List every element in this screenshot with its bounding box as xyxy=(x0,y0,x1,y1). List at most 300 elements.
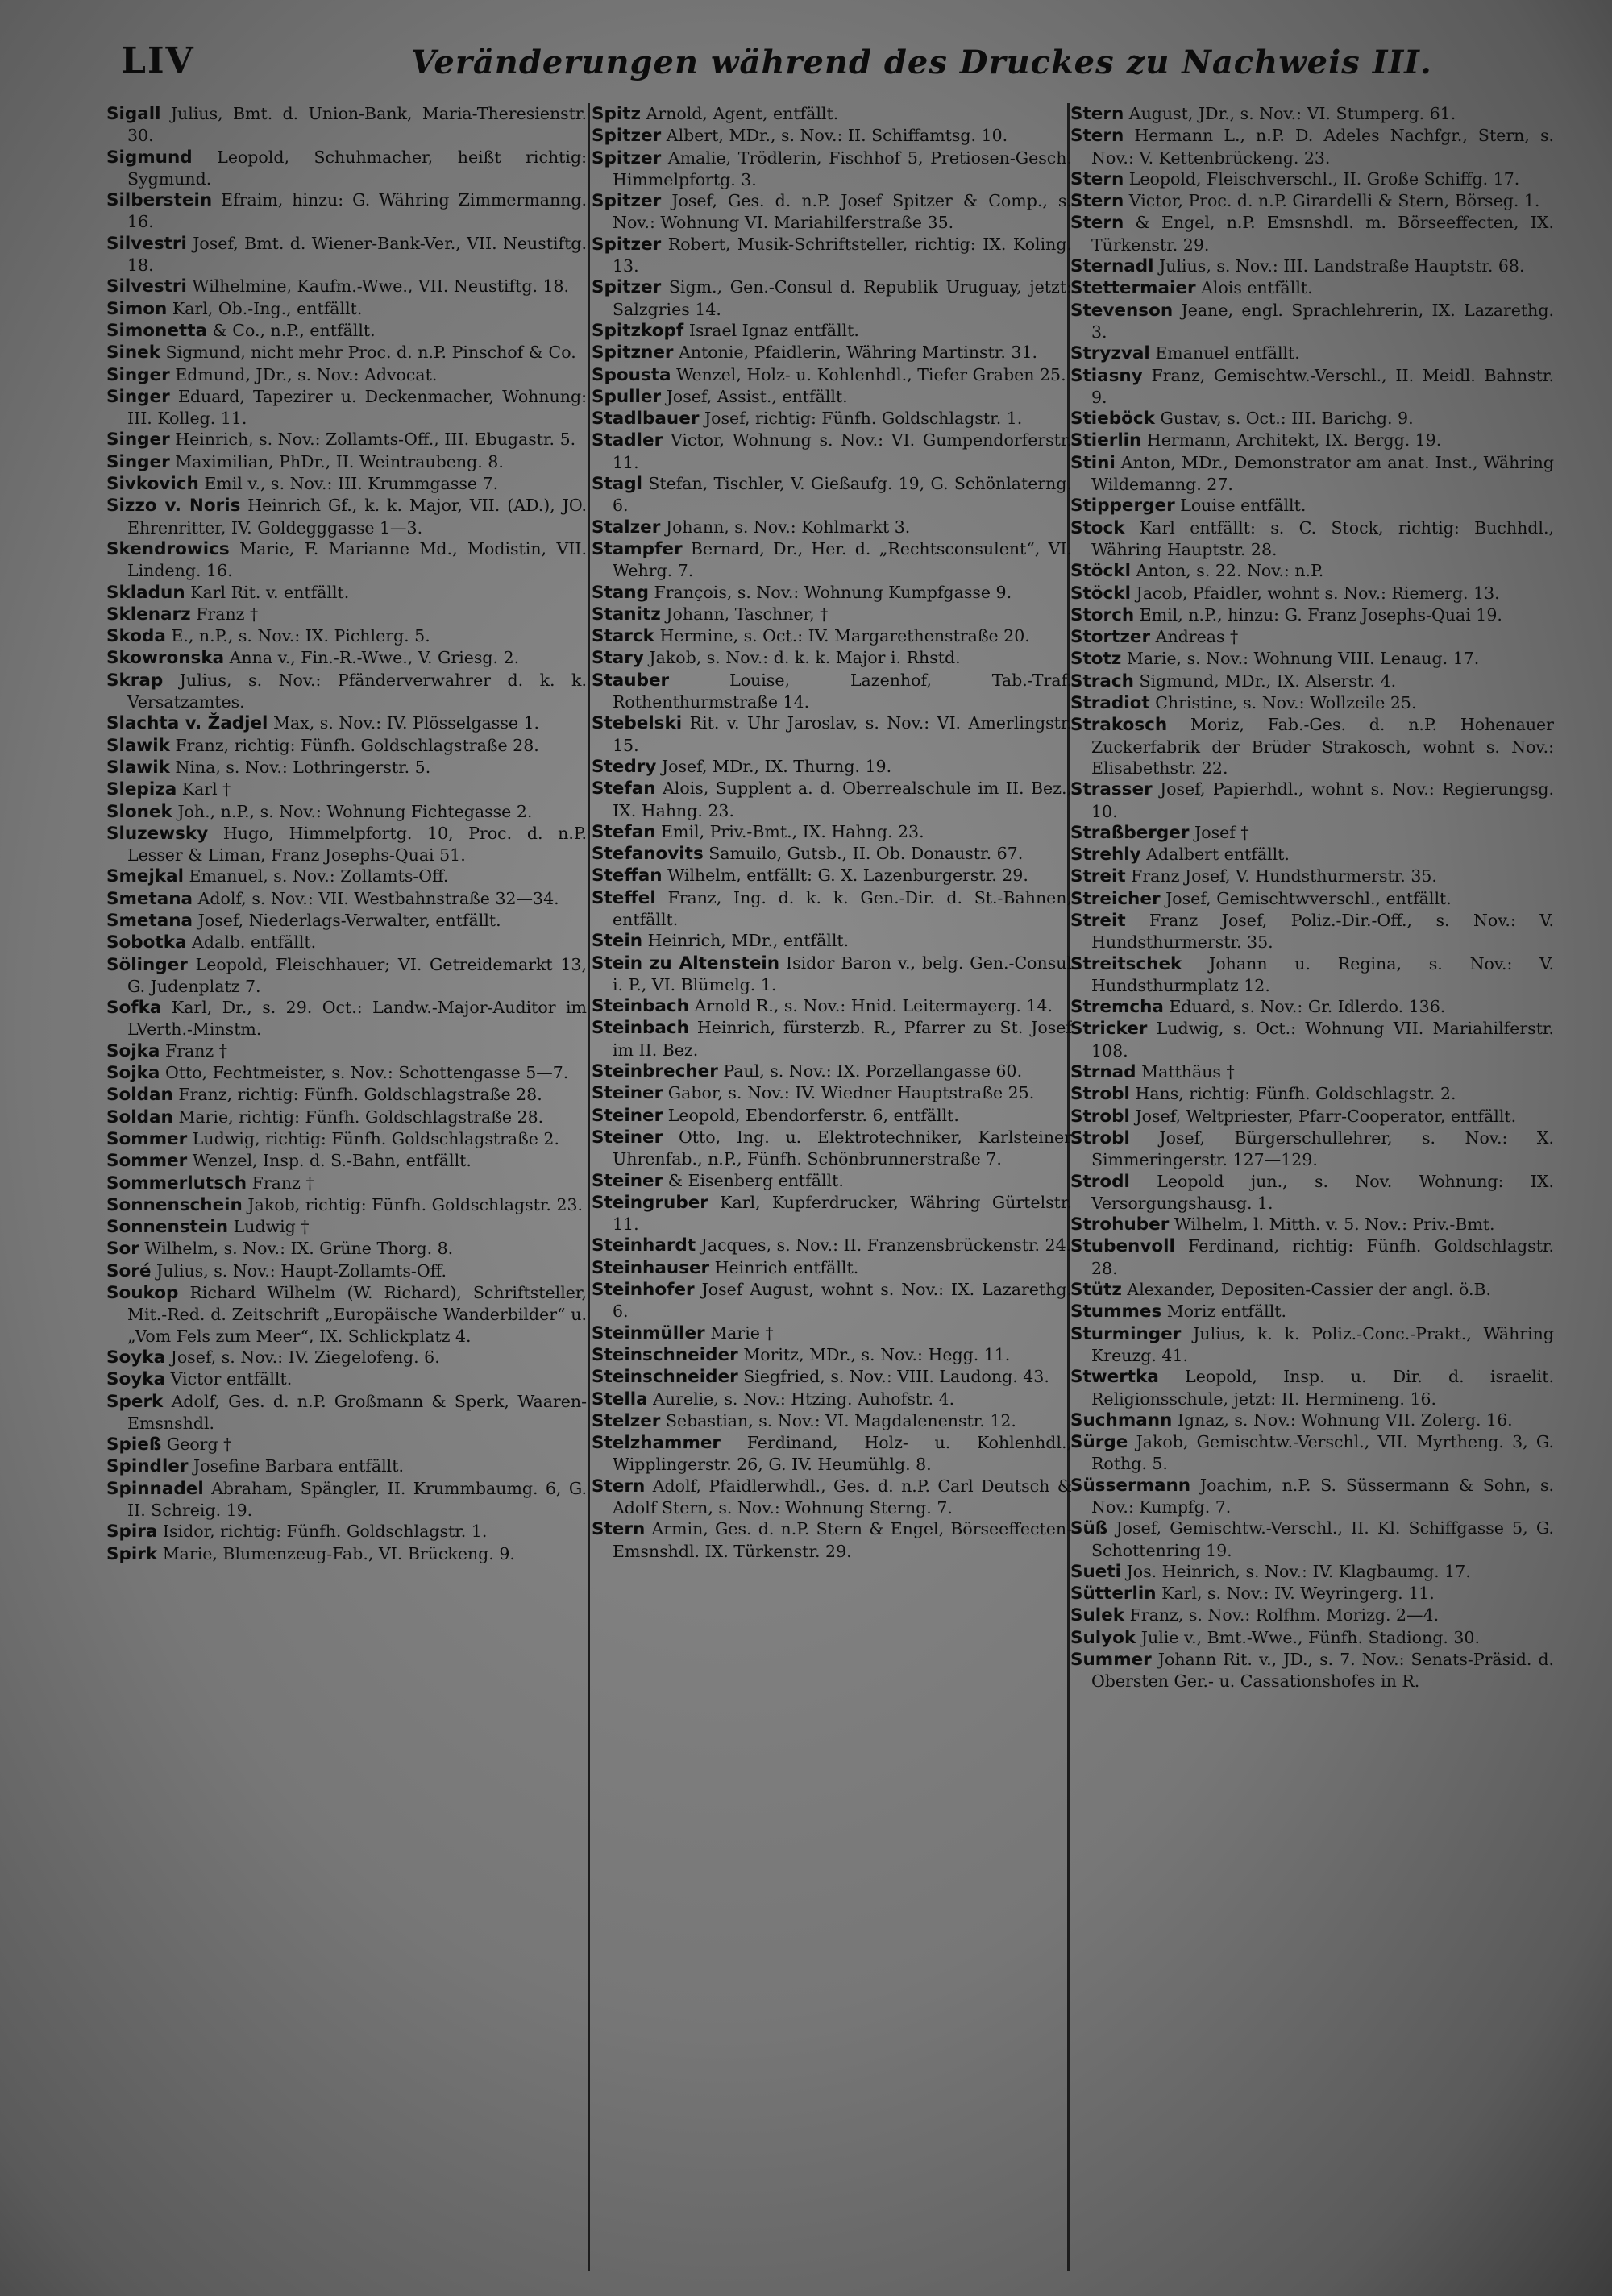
entry-surname: Steinhauser xyxy=(592,1257,710,1278)
entry-details: Adalb. entfällt. xyxy=(192,932,317,953)
entry-details: Karl entfällt: s. C. Stock, richtig: Buchhdl., Währing Hauptstr. 28. xyxy=(1091,517,1554,559)
entry-details: E., n.P., s. Nov.: IX. Pichlerg. 5. xyxy=(171,626,430,646)
entry-details: Sebastian, s. Nov.: VI. Magdalenenstr. 12. xyxy=(665,1410,1016,1430)
directory-entry xyxy=(106,1455,587,1477)
entry-surname: Stöckl xyxy=(1070,561,1131,582)
directory-entry xyxy=(592,647,1072,669)
directory-entry xyxy=(106,735,587,757)
entry-details: Julius, s. Nov.: Haupt-Zollamts-Off. xyxy=(156,1260,447,1281)
directory-entry xyxy=(106,1368,587,1390)
directory-entry xyxy=(592,342,1072,363)
entry-surname: Sulyok xyxy=(1070,1627,1136,1648)
entry-details: Karl † xyxy=(181,779,231,799)
entry-details: Marie, s. Nov.: Wohnung VIII. Lenaug. 17. xyxy=(1126,649,1480,669)
entry-details: Edmund, JDr., s. Nov.: Advocat. xyxy=(175,364,438,384)
entry-surname: Soyka xyxy=(106,1369,166,1390)
directory-entry xyxy=(592,103,1072,125)
entry-surname: Steinschneider xyxy=(592,1367,738,1388)
directory-entry xyxy=(592,670,1072,713)
entry-surname: Sonnenstein xyxy=(106,1217,229,1238)
entry-surname: Simonetta xyxy=(106,320,207,341)
directory-entry xyxy=(592,930,1072,952)
entry-surname: Strakosch xyxy=(1070,715,1168,736)
entry-surname: Süß xyxy=(1070,1518,1108,1539)
entry-surname: Streicher xyxy=(1070,888,1161,909)
directory-entry xyxy=(106,604,587,625)
directory-entry xyxy=(1070,604,1554,626)
directory-entry xyxy=(1070,517,1554,561)
entry-details: Albert, MDr., s. Nov.: II. Schiffamtsg. 10. xyxy=(666,126,1008,146)
entry-surname: Steinhofer xyxy=(592,1280,695,1301)
entry-surname: Sizzo v. Noris xyxy=(106,496,241,517)
directory-entry xyxy=(1070,300,1554,343)
entry-details: Stefan, Tischler, V. Gießaufg. 19, G. Schönlaterng. 6. xyxy=(613,474,1072,516)
entry-details: Leopold, Schuhmacher, heißt richtig: Sygmund. xyxy=(127,147,587,189)
entry-details: Wilhelm, entfällt: G. X. Lazenburgerstr. 29. xyxy=(667,866,1028,886)
entry-surname: Spira xyxy=(106,1522,158,1542)
entry-surname: Singer xyxy=(106,364,170,385)
entry-details: Arnold R., s. Nov.: Hnid. Leitermayerg. 14. xyxy=(694,996,1053,1016)
entry-details: Emil, n.P., hinzu: G. Franz Josephs-Quai 19. xyxy=(1139,604,1502,625)
entry-details: Josef, Bürgerschullehrer, s. Nov.: X. Simmeringerstr. 127—129. xyxy=(1091,1127,1554,1170)
directory-entry xyxy=(592,582,1072,604)
entry-details: Marie † xyxy=(710,1322,774,1343)
entry-surname: Sivkovich xyxy=(106,474,199,495)
directory-entry xyxy=(1070,1366,1554,1410)
entry-surname: Soldan xyxy=(106,1106,173,1127)
entry-surname: Singer xyxy=(106,451,170,472)
entry-details: Ferdinand, Holz- u. Kohlenhdl., Wipplingerstr. 26, G. IV. Heumühlg. 8. xyxy=(613,1433,1072,1475)
directory-entry xyxy=(106,932,587,953)
entry-surname: Stubenvoll xyxy=(1070,1236,1175,1257)
directory-entry xyxy=(592,1192,1072,1235)
directory-entry xyxy=(1070,560,1554,582)
entry-details: Otto, Ing. u. Elektrotechniker, Karlsteiner Uhrenfab., n.P., Fünfh. Schönbrunnerstraße 7. xyxy=(613,1127,1072,1169)
entry-details: Christine, s. Nov.: Wollzeile 25. xyxy=(1155,693,1417,713)
directory-entry xyxy=(1070,190,1554,212)
directory-entry xyxy=(106,320,587,342)
entry-surname: Strnad xyxy=(1070,1062,1136,1083)
entry-details: Adolf, s. Nov.: VII. Westbahnstraße 32—34. xyxy=(197,888,559,908)
entry-surname: Straßberger xyxy=(1070,822,1190,843)
entry-surname: Slawik xyxy=(106,735,170,756)
directory-entry xyxy=(592,190,1072,234)
entry-surname: Sulek xyxy=(1070,1605,1125,1626)
entry-details: Franz † xyxy=(251,1173,314,1193)
directory-entry xyxy=(106,429,587,450)
entry-surname: Stanitz xyxy=(592,604,661,625)
entry-surname: Steinbrecher xyxy=(592,1061,718,1082)
entry-surname: Spitzer xyxy=(592,277,662,298)
entry-surname: Spindler xyxy=(106,1456,189,1477)
entry-surname: Stieböck xyxy=(1070,409,1155,430)
entry-surname: Spousta xyxy=(592,364,671,385)
directory-entry xyxy=(1070,583,1554,604)
entry-details: Marie, F. Marianne Md., Modistin, VII. Lindeng. 16. xyxy=(127,538,587,581)
entry-surname: Stelzer xyxy=(592,1410,661,1431)
entry-details: Gabor, s. Nov.: IV. Wiedner Hauptstraße 25. xyxy=(667,1083,1035,1103)
entry-surname: Stefan xyxy=(592,821,656,842)
entry-surname: Stein xyxy=(592,931,643,952)
entry-surname: Sluzewsky xyxy=(106,823,209,844)
entry-surname: Steiner xyxy=(592,1170,663,1191)
entry-surname: Stütz xyxy=(1070,1280,1122,1301)
entry-details: Franz † xyxy=(164,1040,227,1061)
entry-surname: Steffan xyxy=(592,866,663,886)
entry-details: & Eisenberg entfällt. xyxy=(667,1170,844,1190)
directory-entry xyxy=(1070,1214,1554,1235)
entry-details: Moriz, Fab.-Ges. d. n.P. Hohenauer Zuckerfabrik der Brüder Strakosch, wohnt s. Nov.: Elisabethstr. 22. xyxy=(1091,715,1554,778)
directory-entry xyxy=(106,1084,587,1106)
entry-details: Robert, Musik-Schriftsteller, richtig: IX. Koling. 13. xyxy=(613,234,1072,276)
entry-surname: Stotz xyxy=(1070,649,1122,670)
entry-surname: Stern xyxy=(1070,213,1124,234)
directory-entry xyxy=(1070,1301,1554,1322)
directory-entry xyxy=(592,1082,1072,1104)
entry-surname: Spuller xyxy=(592,386,662,407)
entry-details: Alois, Supplent a. d. Oberrealschule im II. Bez., IX. Hahng. 23. xyxy=(613,778,1072,820)
entry-surname: Stauber xyxy=(592,670,670,691)
entry-details: Johann, Taschner, † xyxy=(666,604,829,624)
column-1 xyxy=(106,103,587,2271)
entry-details: Leopold, Insp. u. Dir. d. israelit. Religionsschule, jetzt: II. Hermineng. 16. xyxy=(1091,1367,1554,1409)
entry-surname: Starck xyxy=(592,626,654,647)
entry-details: Abraham, Spängler, II. Krummbaumg. 6, G. II. Schreig. 19. xyxy=(127,1478,587,1520)
entry-details: Franz, s. Nov.: Rolfhm. Morizg. 2—4. xyxy=(1129,1605,1440,1625)
entry-details: & Co., n.P., entfällt. xyxy=(212,320,376,340)
entry-surname: Silvestri xyxy=(106,276,187,297)
entry-details: Marie, richtig: Fünfh. Goldschlagstraße 28. xyxy=(178,1106,544,1127)
entry-surname: Spitzer xyxy=(592,147,662,168)
entry-details: Franz † xyxy=(196,604,259,624)
entry-surname: Slonek xyxy=(106,801,172,822)
entry-details: Adolf, Ges. d. n.P. Großmann & Sperk, Waaren-Emsnshdl. xyxy=(127,1391,587,1433)
directory-entry xyxy=(106,1062,587,1084)
directory-entry xyxy=(106,1543,587,1565)
directory-entry xyxy=(1070,888,1554,910)
entry-surname: Skowronska xyxy=(106,648,225,669)
entry-details: Gustav, s. Oct.: III. Barichg. 9. xyxy=(1160,409,1414,429)
entry-details: Josef, Bmt. d. Wiener-Bank-Ver., VII. Neustiftg. 18. xyxy=(127,233,587,276)
entry-details: Julius, k. k. Poliz.-Conc.-Prakt., Währing Kreuzg. 41. xyxy=(1091,1323,1554,1365)
entry-details: Karl, s. Nov.: IV. Weyringerg. 11. xyxy=(1161,1584,1435,1604)
entry-details: Jacques, s. Nov.: II. Franzensbrückenstr. 24. xyxy=(700,1235,1072,1256)
directory-entry xyxy=(1070,1127,1554,1171)
page-number: LIV xyxy=(121,40,195,81)
entry-details: Hermine, s. Oct.: IV. Margarethenstraße 20. xyxy=(659,626,1030,646)
directory-entry xyxy=(1070,430,1554,451)
entry-details: Hermann L., n.P. D. Adeles Nachfgr., Stern, s. Nov.: V. Kettenbrückeng. 23. xyxy=(1091,126,1554,168)
entry-details: Ignaz, s. Nov.: Wohnung VII. Zolerg. 16. xyxy=(1177,1410,1513,1430)
directory-entry xyxy=(592,1170,1072,1192)
entry-surname: Sürge xyxy=(1070,1432,1128,1453)
entry-details: Eduard, s. Nov.: Gr. Idlerdo. 136. xyxy=(1169,997,1446,1017)
directory-entry xyxy=(1070,1171,1554,1214)
entry-details: Jakob, richtig: Fünfh. Goldschlagstr. 23. xyxy=(247,1194,584,1214)
entry-details: Louise entfällt. xyxy=(1180,496,1307,516)
directory-entry xyxy=(106,647,587,669)
directory-entry xyxy=(1070,1605,1554,1626)
entry-details: Joh., n.P., s. Nov.: Wohnung Fichtegasse 2. xyxy=(177,801,533,821)
entry-surname: Sojka xyxy=(106,1040,160,1061)
directory-entry xyxy=(1070,1235,1554,1279)
entry-surname: Stagl xyxy=(592,474,643,495)
entry-surname: Stiasny xyxy=(1070,365,1143,386)
directory-entry xyxy=(106,1238,587,1260)
entry-details: Franz, richtig: Fünfh. Goldschlagstraße 28. xyxy=(178,1085,542,1105)
entry-surname: Silberstein xyxy=(106,190,213,211)
directory-entry xyxy=(592,430,1072,473)
entry-details: Eduard, Tapezirer u. Deckenmacher, Wohnung: III. Kolleg. 11. xyxy=(127,386,587,429)
entry-surname: Stevenson xyxy=(1070,300,1174,321)
entry-details: Josef, s. Nov.: IV. Ziegelofeng. 6. xyxy=(170,1347,440,1367)
directory-entry xyxy=(592,364,1072,386)
directory-entry xyxy=(592,386,1072,408)
entry-details: Amalie, Trödlerin, Fischhof 5, Pretiosen-Gesch. Himmelpfortg. 3. xyxy=(613,147,1072,189)
entry-surname: Sternadl xyxy=(1070,256,1154,277)
directory-entry xyxy=(106,473,587,495)
entry-surname: Slachta v. Žadjel xyxy=(106,713,268,734)
directory-entry xyxy=(106,1106,587,1128)
directory-entry xyxy=(106,1521,587,1542)
directory-entry xyxy=(1070,714,1554,778)
entry-surname: Suchmann xyxy=(1070,1410,1173,1430)
directory-entry xyxy=(1070,953,1554,997)
entry-details: Johann u. Regina, s. Nov.: V. Hundsthurmplatz 12. xyxy=(1091,953,1554,995)
entry-surname: Stern xyxy=(592,1519,646,1540)
entry-details: Aurelie, s. Nov.: Htzing. Auhofstr. 4. xyxy=(653,1389,955,1409)
directory-entry xyxy=(1070,626,1554,648)
entry-details: Georg † xyxy=(166,1434,232,1455)
entry-surname: Spitzer xyxy=(592,126,662,147)
entry-details: Anton, MDr., Demonstrator am anat. Inst., Währing Wildemanng. 27. xyxy=(1091,452,1554,495)
entry-surname: Stampfer xyxy=(592,538,683,559)
entry-details: Jeane, engl. Sprachlehrerin, IX. Lazarethg. 3. xyxy=(1091,300,1554,342)
entry-details: Andreas † xyxy=(1155,627,1239,647)
directory-entry xyxy=(106,954,587,998)
entry-surname: Streitschek xyxy=(1070,953,1182,974)
entry-surname: Strobl xyxy=(1070,1127,1130,1148)
entry-surname: Smejkal xyxy=(106,866,185,887)
entry-details: Leopold, Ebendorferstr. 6, entfällt. xyxy=(667,1105,959,1125)
directory-entry xyxy=(1070,365,1554,409)
directory-entry xyxy=(1070,1649,1554,1692)
entry-surname: Stang xyxy=(592,582,649,603)
entry-surname: Sommer xyxy=(106,1128,188,1149)
directory-entry xyxy=(592,276,1072,320)
entry-details: Josef, Gemischtw.-Verschl., II. Kl. Schiffgasse 5, G. Schottenring 19. xyxy=(1091,1518,1554,1560)
entry-surname: Sojka xyxy=(106,1063,160,1084)
entry-surname: Stini xyxy=(1070,452,1116,473)
entry-details: Samuilo, Gutsb., II. Ob. Donaustr. 67. xyxy=(708,844,1024,864)
entry-details: & Engel, n.P. Emsnshdl. m. Börseeffecten, IX. Türkenstr. 29. xyxy=(1091,213,1554,255)
directory-entry xyxy=(106,910,587,932)
directory-entry xyxy=(1070,778,1554,822)
entry-surname: Skendrowics xyxy=(106,538,230,559)
directory-entry xyxy=(106,1128,587,1150)
entry-details: Heinrich Gf., k. k. Major, VII. (AD.), JO. Ehrenritter, IV. Goldegggasse 1—3. xyxy=(127,496,587,538)
entry-details: Ludwig, richtig: Fünfh. Goldschlagstraße 2. xyxy=(192,1128,559,1148)
directory-entry xyxy=(1070,103,1554,125)
entry-surname: Stern xyxy=(1070,168,1124,189)
entry-surname: Stricker xyxy=(1070,1019,1148,1040)
entry-surname: Singer xyxy=(106,386,170,407)
entry-surname: Sobotka xyxy=(106,932,187,953)
directory-entry xyxy=(106,801,587,823)
entry-surname: Sütterlin xyxy=(1070,1584,1157,1605)
directory-entry xyxy=(1070,212,1554,255)
entry-details: Johann Rit. v., JD., s. 7. Nov.: Senats-Präsid. d. Obersten Ger.- u. Cassationshofes in R. xyxy=(1091,1650,1554,1692)
directory-entry xyxy=(1070,996,1554,1018)
directory-entry xyxy=(106,1282,587,1347)
entry-details: Karl Rit. v. entfällt. xyxy=(190,582,350,602)
entry-details: August, JDr., s. Nov.: VI. Stumperg. 61. xyxy=(1128,104,1456,123)
entry-details: Emil v., s. Nov.: III. Krummgasse 7. xyxy=(204,474,499,494)
entry-surname: Sor xyxy=(106,1239,139,1260)
entry-surname: Steinschneider xyxy=(592,1344,738,1365)
entry-details: Heinrich, fürsterzb. R., Pfarrer zu St. Josef im II. Bez. xyxy=(613,1018,1072,1060)
entry-surname: Simon xyxy=(106,298,168,319)
directory-entry xyxy=(106,1216,587,1238)
entry-details: Wilhelm, l. Mitth. v. 5. Nov.: Priv.-Bmt. xyxy=(1174,1214,1495,1235)
entry-surname: Strodl xyxy=(1070,1171,1130,1192)
directory-entry xyxy=(106,386,587,430)
directory-entry xyxy=(592,604,1072,625)
entry-details: Efraim, hinzu: G. Währing Zimmermanng. 16. xyxy=(127,190,587,232)
entry-details: Bernard, Dr., Her. d. „Rechtsconsulent“, VI. Wehrg. 7. xyxy=(613,538,1072,581)
directory-entry xyxy=(1070,343,1554,364)
entry-details: Siegfried, s. Nov.: VIII. Laudong. 43. xyxy=(743,1367,1049,1387)
entry-surname: Strach xyxy=(1070,671,1134,691)
entry-surname: Sofka xyxy=(106,998,162,1019)
entry-details: Ludwig, s. Oct.: Wohnung VII. Mariahilferstr. 108. xyxy=(1091,1019,1554,1061)
entry-details: Wilhelmine, Kaufm.-Wwe., VII. Neustiftg. 18. xyxy=(192,276,570,297)
directory-entry xyxy=(1070,866,1554,887)
entry-surname: Stradiot xyxy=(1070,693,1150,714)
entry-details: Josef, Weltpriester, Pfarr-Cooperator, entfällt. xyxy=(1135,1106,1517,1126)
entry-details: Jos. Heinrich, s. Nov.: IV. Klagbaumg. 17. xyxy=(1126,1561,1471,1581)
directory-entry xyxy=(592,1017,1072,1061)
entry-surname: Spirk xyxy=(106,1543,158,1564)
entry-details: Karl, Kupferdrucker, Währing Gürtelstr. 11. xyxy=(613,1192,1072,1235)
entry-details: Adolf, Pfaidlerwhdl., Ges. d. n.P. Carl Deutsch & Adolf Stern, s. Nov.: Wohnung Sterng. 7. xyxy=(613,1476,1072,1518)
directory-entry xyxy=(592,712,1072,756)
directory-entry xyxy=(1070,1061,1554,1083)
directory-entry xyxy=(592,1105,1072,1127)
entry-surname: Süssermann xyxy=(1070,1475,1191,1496)
directory-entry xyxy=(106,1391,587,1434)
entry-surname: Sommer xyxy=(106,1151,188,1172)
directory-entry xyxy=(592,1410,1072,1432)
directory-entry xyxy=(592,320,1072,342)
entry-surname: Summer xyxy=(1070,1650,1152,1671)
entry-details: Alexander, Depositen-Cassier der angl. ö.B. xyxy=(1127,1280,1492,1300)
entry-surname: Sommerlutsch xyxy=(106,1173,247,1194)
directory-entry xyxy=(106,495,587,538)
entry-surname: Spitzkopf xyxy=(592,320,684,341)
entry-surname: Stella xyxy=(592,1389,648,1410)
entry-surname: Skladun xyxy=(106,582,185,603)
directory-entry xyxy=(592,821,1072,843)
entry-details: Karl, Dr., s. 29. Oct.: Landw.-Major-Auditor im LVerth.-Minstm. xyxy=(127,998,587,1040)
directory-entry xyxy=(106,538,587,582)
directory-entry xyxy=(1070,1627,1554,1649)
directory-entry xyxy=(106,712,587,734)
entry-details: Julie v., Bmt.-Wwe., Fünfh. Stadiong. 30. xyxy=(1140,1627,1480,1647)
directory-entry xyxy=(592,1476,1072,1519)
directory-entry xyxy=(106,103,587,147)
entry-details: Hans, richtig: Fünfh. Goldschlagstr. 2. xyxy=(1135,1084,1456,1104)
entry-details: Hermann, Architekt, IX. Bergg. 19. xyxy=(1146,430,1442,450)
directory-entry xyxy=(1070,1323,1554,1367)
entry-details: Wilhelm, s. Nov.: IX. Grüne Thorg. 8. xyxy=(144,1239,454,1259)
entry-surname: Smetana xyxy=(106,888,193,909)
directory-entry xyxy=(1070,648,1554,670)
entry-surname: Spitzer xyxy=(592,234,662,255)
entry-details: Heinrich, s. Nov.: Zollamts-Off., III. Ebugastr. 5. xyxy=(175,430,576,450)
entry-details: Jakob, s. Nov.: d. k. k. Major i. Rhstd. xyxy=(649,648,961,668)
directory-entry xyxy=(106,147,587,190)
directory-entry xyxy=(592,1389,1072,1410)
entry-surname: Skoda xyxy=(106,626,166,647)
directory-entry xyxy=(592,778,1072,821)
directory-entry xyxy=(592,1127,1072,1170)
directory-entry xyxy=(1070,1518,1554,1561)
entry-surname: Smetana xyxy=(106,910,193,931)
entry-details: Julius, Bmt. d. Union-Bank, Maria-Theresienstr. 30. xyxy=(127,104,587,146)
entry-surname: Stebelski xyxy=(592,713,683,734)
entry-surname: Steinbach xyxy=(592,1018,689,1039)
directory-entry xyxy=(106,1194,587,1216)
entry-details: Josef, Gemischtwverschl., entfällt. xyxy=(1165,888,1452,908)
entry-details: Heinrich entfällt. xyxy=(714,1257,859,1277)
entry-details: Ludwig † xyxy=(233,1217,310,1237)
directory-entry xyxy=(1070,822,1554,844)
entry-details: Moriz entfällt. xyxy=(1166,1302,1287,1322)
directory-entry xyxy=(592,1235,1072,1256)
entry-details: Sigmund, nicht mehr Proc. d. n.P. Pinschof & Co. xyxy=(165,343,576,363)
directory-entry xyxy=(106,997,587,1040)
entry-surname: Stein zu Altenstein xyxy=(592,953,780,974)
entry-details: Sigm., Gen.-Consul d. Republik Uruguay, jetzt: Salzgries 14. xyxy=(613,277,1072,319)
directory-entry xyxy=(592,865,1072,886)
entry-surname: Steinmüller xyxy=(592,1322,705,1343)
entry-details: Franz Josef, V. Hundsthurmerstr. 35. xyxy=(1131,866,1437,886)
directory-entry xyxy=(106,670,587,713)
entry-details: Maximilian, PhDr., II. Weintraubeng. 8. xyxy=(175,451,504,471)
entry-surname: Stedry xyxy=(592,756,657,777)
entry-surname: Silvestri xyxy=(106,233,187,254)
entry-details: Josef † xyxy=(1194,822,1249,842)
entry-surname: Spitzer xyxy=(592,191,662,212)
entry-surname: Sigall xyxy=(106,104,161,124)
directory-entry xyxy=(1070,495,1554,517)
directory-entry xyxy=(106,1173,587,1194)
directory-entry xyxy=(592,1257,1072,1279)
entry-details: Armin, Ges. d. n.P. Stern & Engel, Börseeffecten-Emsnshdl. IX. Türkenstr. 29. xyxy=(613,1519,1072,1561)
entry-surname: Strobl xyxy=(1070,1084,1130,1105)
directory-entry xyxy=(1070,844,1554,866)
directory-entry xyxy=(1070,277,1554,299)
directory-entry xyxy=(1070,452,1554,496)
directory-entry xyxy=(106,276,587,297)
entry-surname: Streit xyxy=(1070,910,1126,931)
entry-surname: Storch xyxy=(1070,604,1135,625)
entry-details: Emanuel, s. Nov.: Zollamts-Off. xyxy=(189,866,449,886)
directory-entry xyxy=(592,1432,1072,1476)
directory-entry xyxy=(592,1279,1072,1322)
entry-surname: Sonnenschein xyxy=(106,1194,243,1215)
